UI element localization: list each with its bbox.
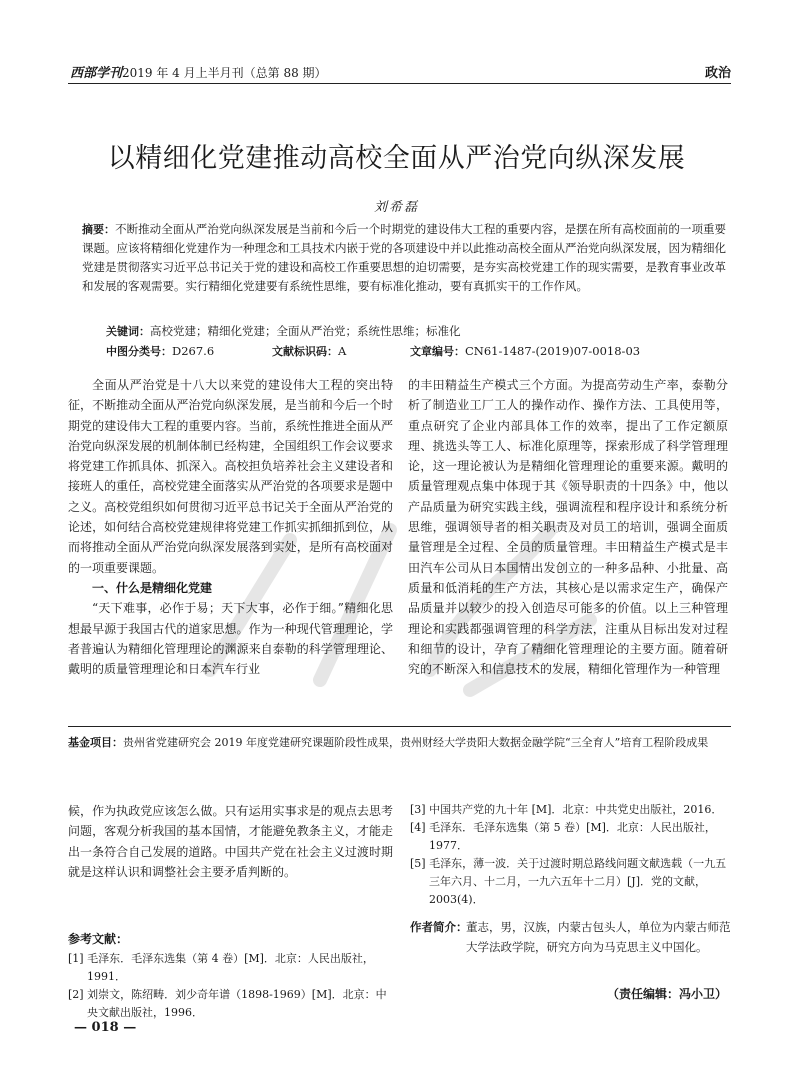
page-number: — 018 — <box>74 1020 137 1035</box>
author-name: 刘希磊 <box>373 200 419 215</box>
footnote-rule <box>68 726 731 727</box>
doc-code-label: 文献标识码： <box>272 345 338 358</box>
keywords-label: 关键词： <box>106 325 150 338</box>
reference-item: [3] 中国共产党的九十年 [M]．北京：中共党史出版社，2016． <box>410 803 723 816</box>
reference-item: [2] 刘崇文，陈绍畴．刘少奇年谱（1898-1969）[M]．北京：中央文献出版社，1996． <box>68 988 387 1019</box>
fund-note <box>68 734 733 751</box>
body-paragraph: 候，作为执政党应该怎么做。只有运用实事求是的观点去思考问题，客观分析我国的基本国情，才能避免教条主义，才能走出一条符合自己发展的道路。中国共产党在社会主义过渡时期就是这样认识和调整社会主要矛盾判断的。 <box>68 804 393 879</box>
fund-label: 基金项目： <box>68 736 123 749</box>
header-rule <box>68 83 731 84</box>
section-heading: 一、什么是精细化党建 <box>92 580 213 595</box>
article-number-value: CN61-1487-(2019)07-0018-03 <box>465 344 641 358</box>
references-heading: 参考文献： <box>68 932 129 946</box>
body-continuation <box>68 801 393 882</box>
issue-info: 2019 年 4 月上半月刊（总第 88 期） <box>122 66 327 80</box>
article-title: 以精细化党建推动高校全面从严治党向纵深发展 <box>107 143 686 174</box>
keywords <box>106 322 726 341</box>
section-label: 政治 <box>704 66 731 81</box>
bio-label: 作者简介： <box>410 920 468 934</box>
running-header <box>70 62 731 82</box>
reference-item: [1] 毛泽东．毛泽东选集（第 4 卷）[M]．北京：人民出版社，1991． <box>68 952 374 983</box>
doc-code-value: A <box>338 344 347 358</box>
clc-label: 中图分类号： <box>106 345 172 358</box>
article-meta <box>106 342 746 360</box>
bio-text: 董志，男，汉族，内蒙古包头人，单位为内蒙古师范大学法政学院，研究方向为马克思主义中国化。 <box>466 920 731 954</box>
body-paragraph: “天下难事，必作于易；天下大事，必作于细。”精细化思想最早源于我国古代的道家思想。作为一种现代管理理论，学者普遍认为精细化管理理论的渊源来自泰勒的科学管理理论、戴明的质量管理理论和日本汽车行业 <box>68 601 393 677</box>
references-list-right <box>410 801 728 909</box>
author-bio <box>410 917 736 957</box>
body-column-left <box>68 375 393 679</box>
abstract-label: 摘要： <box>82 223 116 236</box>
abstract <box>82 220 726 296</box>
responsible-editor: （责任编辑：冯小卫） <box>606 987 727 1001</box>
keywords-text: 高校党建；精细化党建；全面从严治党；系统性思维；标准化 <box>150 324 461 338</box>
abstract-text: 不断推动全面从严治党向纵深发展是当前和今后一个时期党的建设伟大工程的重要内容，是摆在所有高校面前的一项重要课题。应该将精细化党建作为一种理念和工具技术内嵌于党的各项建设中并以此推动高校全面从严治党向纵深发展，因为精细化党建是贯彻落实习近平总书记关于党的建设和高校工作重要思想的迫切需要，是夯实高校党建工作的现实需要，是教育事业改革和发展的客观需要。实行精细化党建要有系统性思维，要有标准化推动，要有真抓实干的工作作风。 <box>82 222 727 293</box>
journal-logo: 西部学刊 <box>70 66 123 81</box>
clc-value: D267.6 <box>172 344 215 358</box>
body-column-right <box>408 375 728 679</box>
reference-item: [5] 毛泽东，薄一波．关于过渡时期总路线问题文献选载（一九五三年六月、十二月，一九六五年十二月）[J]．党的文献，2003(4)． <box>410 857 727 906</box>
article-number-label: 文章编号： <box>410 345 465 358</box>
body-paragraph: 的丰田精益生产模式三个方面。为提高劳动生产率，泰勒分析了制造业工厂工人的操作动作、操作方法、工具使用等，重点研究了企业内部具体工作的效率，提出了工作定额原理、挑选头等工人、标准化原理等，探索形成了科学管理理论，这一理论被认为是精细化管理理论的重要来源。戴明的质量管理观点集中体现于其《领导职责的十四条》中，他以产品质量为研究实践主线，强调流程和程序设计和系统分析思维，强调领导者的相关职责及对员工的培训，强调全面质量管理是全过程、全员的质量管理。丰田精益生产模式是丰田汽车公司从日本国情出发创立的一种多品种、小批量、高质量和低消耗的生产方法，其核心是以需求定生产，确保产品质量并以较少的投入创造尽可能多的价值。以上三种管理理论和实践都强调管理的科学方法，注重从目标出发对过程和细节的设计，孕育了精细化管理理论的主要方面。随着研究的不断深入和信息技术的发展，精细化管理作为一种管理 <box>408 378 728 677</box>
fund-text: 贵州省党建研究会 2019 年度党建研究课题阶段性成果，贵州财经大学贵阳大数据金融学院“三全育人”培育工程阶段成果 <box>123 736 709 749</box>
body-paragraph: 全面从严治党是十八大以来党的建设伟大工程的突出特征，不断推动全面从严治党向纵深发展，是当前和今后一个时期党的建设伟大工程的重要内容。当前，系统性推进全面从严治党向纵深发展的机制体制已经构建，全国组织工作会议要求将党建工作抓具体、抓深入。高校担负培养社会主义建设者和接班人的重任，高校党建全面落实从严治党的各项要求是题中之义。高校党组织如何贯彻习近平总书记关于全面从严治党的论述，如何结合高校党建规律将党建工作抓实抓细抓到位，从而将推动全面从严治党向纵深发展落到实处，是所有高校面对的一项重要课题。 <box>68 378 393 575</box>
references-list-left <box>68 950 390 1022</box>
reference-item: [4] 毛泽东．毛泽东选集（第 5 卷）[M]．北京：人民出版社，1977． <box>410 821 716 852</box>
